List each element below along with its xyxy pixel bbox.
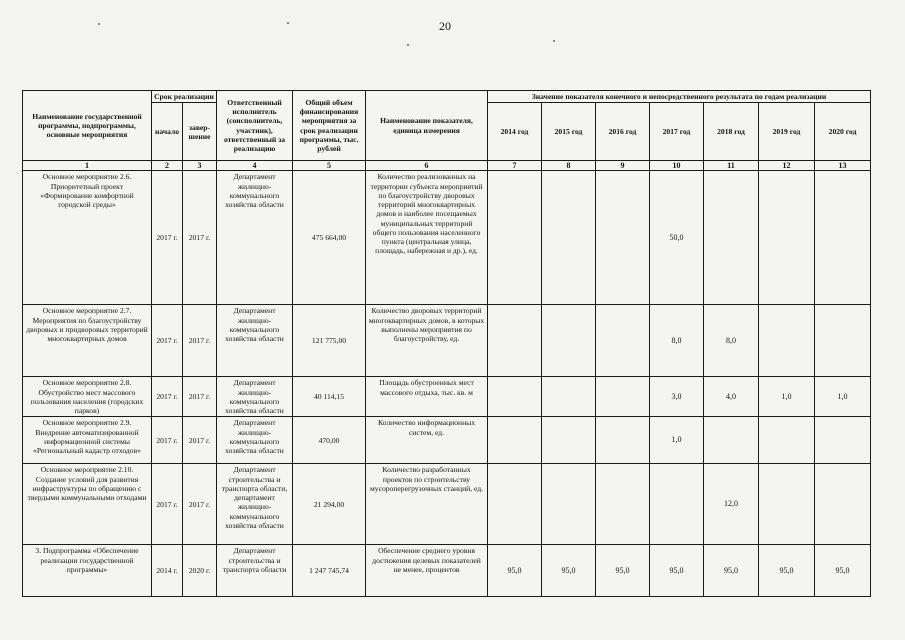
scan-speck	[553, 40, 555, 42]
header-year: 2019 год	[759, 103, 815, 161]
column-number: 7	[488, 161, 542, 171]
start-year: 2017 г.	[152, 305, 183, 377]
executor: Департамент жилищно-коммунального хозяйства области	[217, 305, 293, 377]
executor: Департамент строительства и транспорта области, департамент жилищно-коммунального хозяйства области	[217, 464, 293, 545]
end-year: 2017 г.	[183, 377, 217, 417]
start-year: 2017 г.	[152, 464, 183, 545]
column-number: 12	[759, 161, 815, 171]
funding-amount: 1 247 745,74	[293, 545, 366, 597]
year-value: 95,0	[488, 545, 542, 597]
header-funding: Общий объем финансирования мероприятия за срок реализации программы, тыс. рублей	[293, 91, 366, 161]
funding-amount: 40 114,15	[293, 377, 366, 417]
year-value	[759, 305, 815, 377]
scan-speck	[98, 23, 100, 25]
indicator: Площадь обустроенных мест массового отдыха, тыс. кв. м	[366, 377, 488, 417]
header-year: 2014 год	[488, 103, 542, 161]
year-value	[542, 305, 596, 377]
header-end: завер-шение	[183, 103, 217, 161]
year-value: 1,0	[815, 377, 871, 417]
year-value	[596, 377, 650, 417]
year-value	[815, 305, 871, 377]
measure-name: Основное мероприятие 2.7. Мероприятия по благоустройству дворовых и придворовых территорий многоквартирных домов	[23, 305, 152, 377]
measure-name: Основное мероприятие 2.9. Внедрение автоматизированной информационной системы «Региональный кадастр отходов»	[23, 417, 152, 464]
executor: Департамент строительства и транспорта области	[217, 545, 293, 597]
header-year: 2017 год	[650, 103, 704, 161]
year-value	[488, 171, 542, 305]
column-number: 4	[217, 161, 293, 171]
column-number: 8	[542, 161, 596, 171]
table-row	[23, 305, 871, 377]
header-executor: Ответственный исполнитель (соисполнитель, участник), ответственный за реализацию	[217, 91, 293, 161]
year-value: 8,0	[704, 305, 759, 377]
table-row	[23, 464, 871, 545]
year-value	[596, 171, 650, 305]
year-value: 95,0	[704, 545, 759, 597]
year-value	[815, 464, 871, 545]
year-value	[815, 417, 871, 464]
year-value: 1,0	[759, 377, 815, 417]
measure-name: Основное мероприятие 2.6. Приоритетный проект «Формирование комфортной городской среды»	[23, 171, 152, 305]
end-year: 2017 г.	[183, 464, 217, 545]
year-value: 12,0	[704, 464, 759, 545]
column-number: 1	[23, 161, 152, 171]
end-year: 2020 г.	[183, 545, 217, 597]
table-row	[23, 545, 871, 597]
indicator: Количество информационных систем, ед.	[366, 417, 488, 464]
year-value: 1,0	[650, 417, 704, 464]
year-value: 3,0	[650, 377, 704, 417]
table-row	[23, 377, 871, 417]
year-value: 95,0	[542, 545, 596, 597]
table-row	[23, 171, 871, 305]
year-value	[815, 171, 871, 305]
year-value: 95,0	[759, 545, 815, 597]
header-name: Наименование государственной программы, подпрограммы, основные мероприятия	[23, 91, 152, 161]
scan-speck	[407, 44, 409, 46]
indicator: Обеспечение среднего уровня достижения целевых показателей не менее, процентов	[366, 545, 488, 597]
executor: Департамент жилищно-коммунального хозяйства области	[217, 417, 293, 464]
year-value	[488, 305, 542, 377]
year-value	[488, 417, 542, 464]
year-value	[542, 377, 596, 417]
measure-name: Основное мероприятие 2.10. Создание условий для развития инфраструктуры по обращению с твердыми коммунальными отходами	[23, 464, 152, 545]
end-year: 2017 г.	[183, 417, 217, 464]
indicator: Количество разработанных проектов по строительству мусороперегрузочных станций, ед.	[366, 464, 488, 545]
year-value	[650, 464, 704, 545]
header-indicator: Наименование показателя, единица измерения	[366, 91, 488, 161]
column-number: 9	[596, 161, 650, 171]
header-year: 2015 год	[542, 103, 596, 161]
year-value	[759, 171, 815, 305]
header-start: начало	[152, 103, 183, 161]
year-value: 95,0	[596, 545, 650, 597]
column-number: 5	[293, 161, 366, 171]
end-year: 2017 г.	[183, 171, 217, 305]
column-number: 3	[183, 161, 217, 171]
header-period: Срок реализации	[152, 91, 217, 103]
indicator: Количество дворовых территорий многоквартирных домов, в которых выполнены мероприятия по благоустройству, ед.	[366, 305, 488, 377]
year-value	[596, 417, 650, 464]
start-year: 2017 г.	[152, 417, 183, 464]
year-value: 95,0	[815, 545, 871, 597]
funding-amount: 21 294,00	[293, 464, 366, 545]
year-value	[542, 417, 596, 464]
year-value	[759, 417, 815, 464]
year-value	[542, 464, 596, 545]
column-number: 11	[704, 161, 759, 171]
column-number: 13	[815, 161, 871, 171]
funding-amount: 470,00	[293, 417, 366, 464]
header-values: Значение показателя конечного и непосредственного результата по годам реализации	[488, 91, 871, 103]
year-value: 50,0	[650, 171, 704, 305]
start-year: 2017 г.	[152, 171, 183, 305]
scan-speck	[287, 22, 289, 24]
funding-amount: 475 664,00	[293, 171, 366, 305]
year-value	[542, 171, 596, 305]
header-year: 2020 год	[815, 103, 871, 161]
year-value: 95,0	[650, 545, 704, 597]
measure-name: 3. Подпрограмма «Обеспечение реализации государственной программы»	[23, 545, 152, 597]
column-number: 2	[152, 161, 183, 171]
end-year: 2017 г.	[183, 305, 217, 377]
measure-name: Основное мероприятие 2.8. Обустройство мест массового пользования населения (городских парков)	[23, 377, 152, 417]
results-table	[22, 90, 871, 597]
year-value: 8,0	[650, 305, 704, 377]
header-year: 2018 год	[704, 103, 759, 161]
start-year: 2017 г.	[152, 377, 183, 417]
year-value: 4,0	[704, 377, 759, 417]
table-row	[23, 417, 871, 464]
start-year: 2014 г.	[152, 545, 183, 597]
year-value	[759, 464, 815, 545]
header-year: 2016 год	[596, 103, 650, 161]
executor: Департамент жилищно-коммунального хозяйства области	[217, 171, 293, 305]
executor: Департамент жилищно-коммунального хозяйства области	[217, 377, 293, 417]
funding-amount: 121 775,00	[293, 305, 366, 377]
year-value	[704, 417, 759, 464]
column-number: 10	[650, 161, 704, 171]
year-value	[596, 305, 650, 377]
indicator: Количество реализованных на территории субъекта мероприятий по благоустройству дворовых территорий многоквартирных домов и наиболее посещаемых муниципальных территорий общего пользования населенного пункта (центральная улица, площадь, набережная и др.), ед.	[366, 171, 488, 305]
year-value	[488, 377, 542, 417]
page-number: 20	[439, 19, 451, 33]
year-value	[488, 464, 542, 545]
year-value	[704, 171, 759, 305]
column-number: 6	[366, 161, 488, 171]
year-value	[596, 464, 650, 545]
